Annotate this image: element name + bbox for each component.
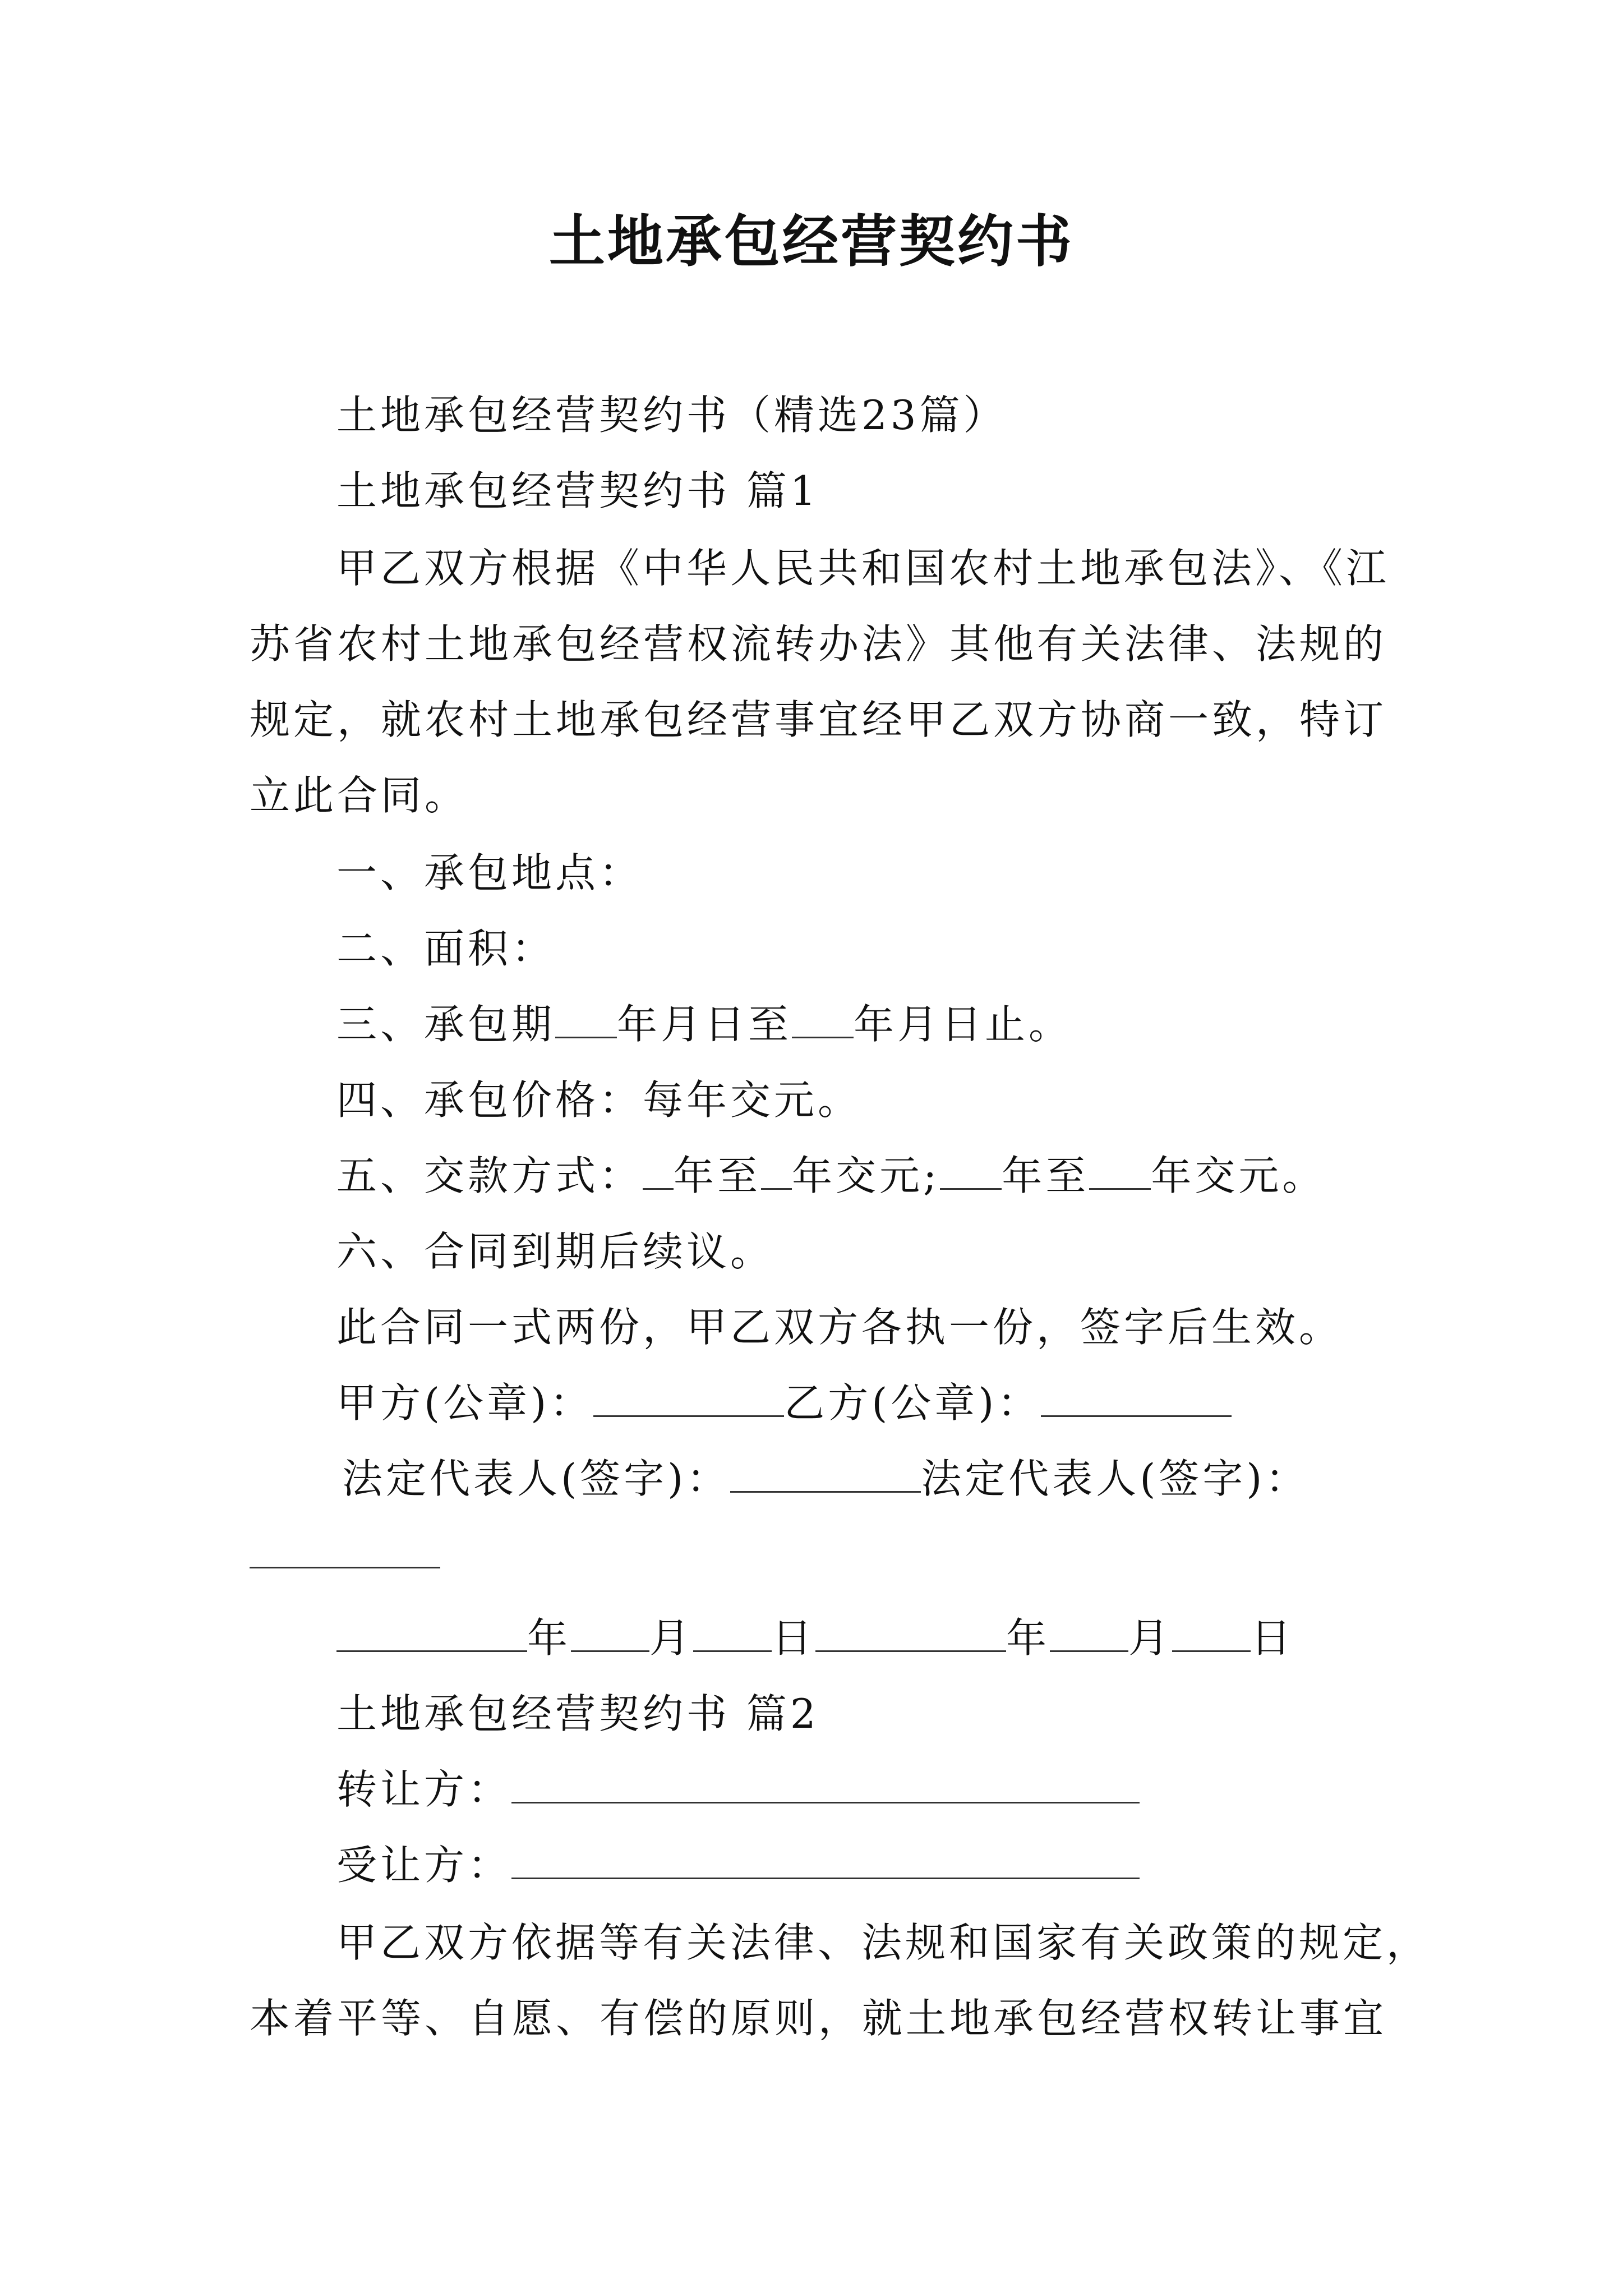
item-term-label: 三、承包期: [336, 1001, 556, 1048]
payment-text-2: 年交元;: [792, 1152, 940, 1199]
rep-a-blank: [730, 1456, 921, 1493]
payment-year-blank-2: [761, 1153, 792, 1190]
payment-text-3: 年至: [1002, 1152, 1090, 1199]
rep-a-label: 法定代表人(签字)：: [342, 1455, 731, 1502]
party-a-seal-label: 甲方(公章)：: [336, 1379, 594, 1427]
document-title: 土地承包经营契约书: [549, 208, 1074, 274]
date-a-year-blank: [336, 1616, 527, 1652]
item-term-mid: 年月日至: [617, 1001, 792, 1048]
copies-clause: 此合同一式两份，甲乙双方各执一份，签字后生效。: [336, 1304, 1343, 1351]
section2-body-line-1: 甲乙双方依据等有关法律、法规和国家有关政策的规定，: [336, 1919, 1431, 1966]
payment-text-4: 年交元。: [1151, 1152, 1326, 1199]
item-price: 四、承包价格：每年交元。: [336, 1076, 862, 1124]
date-a-day: 日: [772, 1614, 816, 1662]
transferee-line: [336, 1837, 1394, 1893]
intro-line-3: 规定，就农村土地承包经营事宜经甲乙双方协商一致，特订: [250, 696, 1387, 743]
transferee-label: 受让方：: [336, 1842, 512, 1889]
date-b-day-blank: [1172, 1616, 1251, 1652]
date-b-month: 月: [1128, 1614, 1173, 1662]
term-end-year-blank: [792, 1002, 854, 1038]
section2-body-line-2: 本着平等、自愿、有偿的原则，就土地承包经营权转让事宜: [250, 1995, 1387, 2042]
section1-heading: 土地承包经营契约书 篇1: [336, 467, 819, 514]
date-b-year-blank: [815, 1616, 1006, 1652]
date-b-month-blank: [1050, 1616, 1128, 1652]
item-area: 二、面积：: [336, 925, 556, 972]
date-a-month-blank: [571, 1616, 649, 1652]
item-payment: [336, 1148, 1394, 1204]
intro-line-4: 立此合同。: [250, 772, 469, 819]
item-location: 一、承包地点：: [336, 849, 643, 896]
seal-line: [336, 1375, 1394, 1431]
item-term-end: 年月日止。: [854, 1001, 1073, 1048]
payment-year-blank-4: [1089, 1153, 1151, 1190]
party-a-seal-blank: [593, 1381, 784, 1417]
date-line: [336, 1610, 1394, 1666]
transferor-label: 转让方：: [336, 1766, 512, 1813]
date-a-day-blank: [693, 1616, 772, 1652]
representative-line: [342, 1451, 1399, 1507]
item-payment-label: 五、交款方式：: [336, 1152, 643, 1199]
rep-b-line: [250, 1526, 1394, 1582]
intro-line-2: 苏省农村土地承包经营权流转办法》其他有关法律、法规的: [250, 620, 1387, 668]
transferor-line: [336, 1761, 1394, 1818]
date-b-year: 年: [1006, 1614, 1050, 1662]
term-start-year-blank: [555, 1002, 617, 1038]
rep-b-label: 法定代表人(签字)：: [921, 1455, 1310, 1502]
date-b-day: 日: [1251, 1614, 1295, 1662]
transferee-blank: [511, 1843, 1140, 1879]
section2-heading: 土地承包经营契约书 篇2: [336, 1690, 819, 1737]
date-a-year: 年: [527, 1614, 571, 1662]
rep-b-blank: [250, 1532, 440, 1568]
payment-year-blank-1: [643, 1153, 674, 1190]
payment-text-1: 年至: [674, 1152, 762, 1199]
intro-line-1: 甲乙双方根据《中华人民共和国农村土地承包法》、《江: [336, 545, 1390, 592]
party-b-seal-blank: [1041, 1381, 1232, 1417]
document-subtitle: 土地承包经营契约书（精选23篇）: [336, 392, 1007, 439]
payment-year-blank-3: [940, 1153, 1002, 1190]
item-term: [336, 996, 1394, 1052]
item-renewal: 六、合同到期后续议。: [336, 1228, 774, 1275]
party-b-seal-label: 乙方(公章)：: [784, 1379, 1041, 1427]
transferor-blank: [511, 1767, 1140, 1803]
date-a-month: 月: [649, 1614, 694, 1662]
